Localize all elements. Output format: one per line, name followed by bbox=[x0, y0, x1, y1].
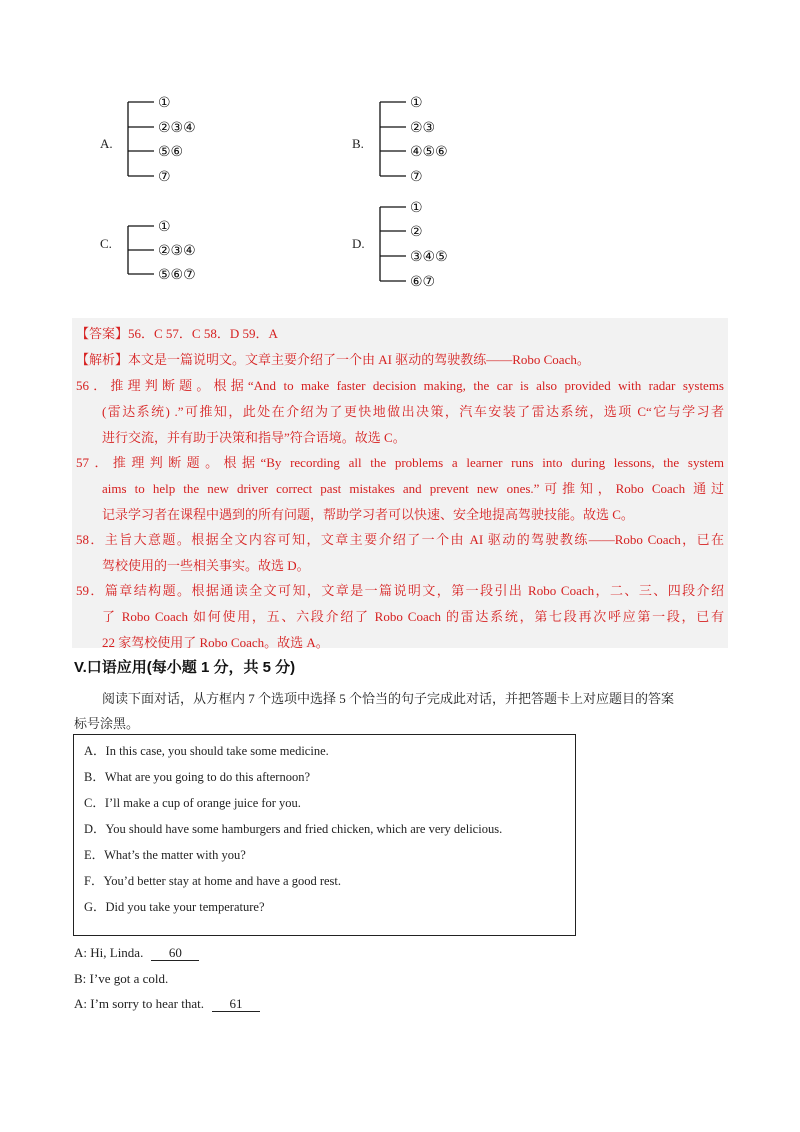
tree-node: ⑥⑦ bbox=[410, 274, 436, 290]
option-g: G．Did you take your temperature? bbox=[84, 900, 265, 914]
tree-node: ⑤⑥⑦ bbox=[158, 267, 196, 283]
option-letter-b: B. bbox=[352, 136, 364, 151]
option-e: E．What’s the matter with you? bbox=[84, 848, 246, 862]
answer-blank-61[interactable]: 61 bbox=[212, 997, 260, 1012]
tree-node: ② bbox=[410, 224, 423, 240]
dialogue-line bbox=[74, 971, 168, 987]
tree-node: ① bbox=[410, 95, 423, 111]
option-c: C．I’ll make a cup of orange juice for you. bbox=[84, 796, 301, 810]
answer-blank-60[interactable]: 60 bbox=[151, 946, 199, 961]
tree-node: ① bbox=[158, 95, 171, 111]
q57-line: aims to help the new driver correct past mistakes and prevent new ones.”可推知，Robo Coach 通过 bbox=[102, 481, 724, 496]
tree-node: ②③④ bbox=[158, 120, 196, 136]
tree-node: ②③④ bbox=[158, 243, 196, 259]
tree-node: ① bbox=[158, 219, 171, 235]
tree-node: ②③ bbox=[410, 120, 436, 136]
answer-line: 【答案】56．C 57．C 58．D 59．A bbox=[76, 326, 278, 341]
option-d: D．You should have some hamburgers and fried chicken, which are very delicious. bbox=[84, 822, 503, 836]
tree-diagram-b bbox=[372, 92, 482, 185]
dialogue-text: A: I’m sorry to hear that. bbox=[74, 996, 204, 1011]
tree-node: ③④⑤ bbox=[410, 249, 448, 265]
tree-node: ① bbox=[410, 200, 423, 216]
section-title: V.口语应用(每小题 1 分，共 5 分) bbox=[74, 659, 296, 676]
tree-diagram-c bbox=[120, 216, 230, 283]
option-letter-d: D. bbox=[352, 236, 365, 251]
tree-diagram-a bbox=[120, 92, 230, 185]
tree-node: ⑦ bbox=[158, 169, 171, 185]
dialogue-text: A: Hi, Linda. bbox=[74, 945, 144, 960]
dialogue-line bbox=[74, 996, 260, 1012]
dialogue-line bbox=[74, 945, 199, 961]
q56-line: 56．推理判断题。根据“And to make faster decision making, the car is also provided with radar systems bbox=[76, 378, 724, 393]
option-a: A．In this case, you should take some medicine. bbox=[84, 744, 329, 758]
tree-node: ⑤⑥ bbox=[158, 144, 184, 160]
q57-line: 57．推理判断题。根据“By recording all the problems a learner runs into during lessons, the system bbox=[76, 455, 724, 470]
tree-node: ④⑤⑥ bbox=[410, 144, 448, 160]
q59-line: 59．篇章结构题。根据通读全文可知，文章是一篇说明文，第一段引出 Robo Coach，二、三、四段介绍 bbox=[76, 583, 724, 598]
tree-node: ⑦ bbox=[410, 169, 423, 185]
q58-line: 驾校使用的一些相关事实。故选 D。 bbox=[102, 558, 310, 573]
q56-line: (雷达系统) .”可推知，此处在介绍为了更快地做出决策，汽车安装了雷达系统，选项 C“它与学习者 bbox=[102, 404, 724, 419]
tree-diagram-d bbox=[372, 197, 482, 289]
option-f: F．You’d better stay at home and have a good rest. bbox=[84, 874, 342, 888]
q56-line: 进行交流，并有助于决策和指导”符合语境。故选 C。 bbox=[102, 430, 406, 445]
dialogue-text: B: I’ve got a cold. bbox=[74, 971, 169, 986]
option-b: B．What are you going to do this afternoon? bbox=[84, 770, 310, 784]
options-box bbox=[73, 734, 576, 936]
q59-line: 了 Robo Coach 如何使用，五、六段介绍了 Robo Coach 的雷达系统，第七段再次呼应第一段，已有 bbox=[102, 609, 724, 624]
explanation-line: 【解析】本文是一篇说明文。文章主要介绍了一个由 AI 驱动的驾驶教练——Robo Coach。 bbox=[76, 352, 590, 367]
option-letter-a: A. bbox=[100, 136, 113, 151]
instruction-text: 标号涂黑。 bbox=[74, 716, 140, 731]
q58-line: 58．主旨大意题。根据全文内容可知，文章主要介绍了一个由 AI 驱动的驾驶教练——Robo Coach，已在 bbox=[76, 532, 724, 547]
q59-line: 22 家驾校使用了 Robo Coach。故选 A。 bbox=[102, 635, 329, 650]
instruction-text: 阅读下面对话，从方框内 7 个选项中选择 5 个恰当的句子完成此对话，并把答题卡上对应题目的答案 bbox=[102, 691, 675, 706]
q57-line: 记录学习者在课程中遇到的所有问题，帮助学习者可以快速、安全地提高驾驶技能。故选 C。 bbox=[102, 507, 634, 522]
option-letter-c: C. bbox=[100, 236, 112, 251]
